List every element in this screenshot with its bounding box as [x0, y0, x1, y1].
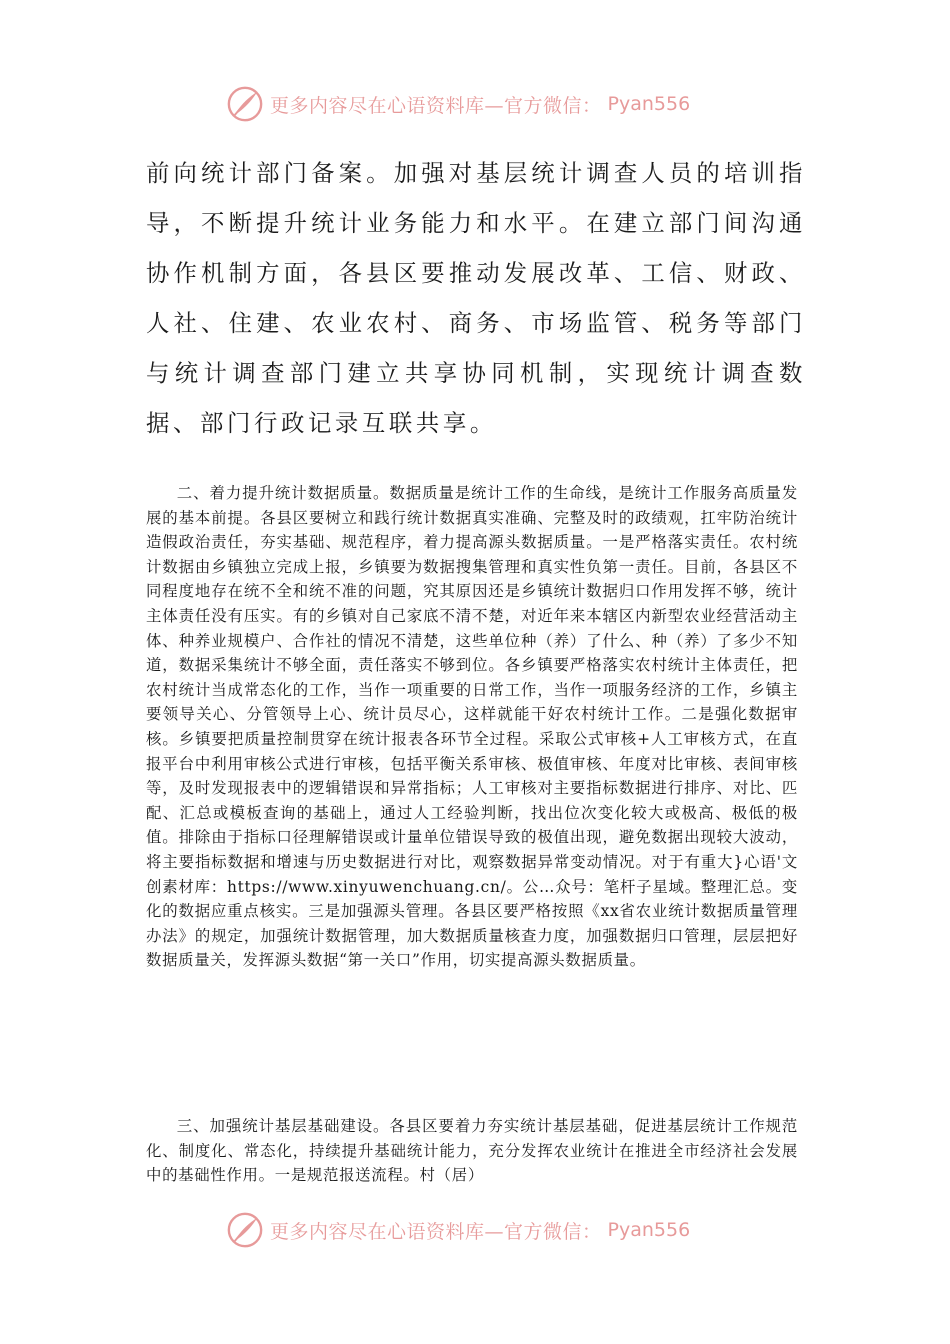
banner-text: 更多内容尽在心语资料库—官方微信： [270, 1220, 602, 1243]
banner-wechat-id: Pyan556 [607, 93, 691, 115]
section-2-paragraph: 二、着力提升统计数据质量。数据质量是统计工作的生命线，是统计工作服务高质量发展的基本前提。各县区要树立和践行统计数据真实准确、完整及时的政绩观，扛牢防治统计造假政治责任，夯实基础、规范程序，着力提高源头数据质量。一是严格落实责任。农村统计数据由乡镇独立完成上报，乡镇要为数据搜集管理和真实性负第一责任。目前，各县区不同程度地存在统不全和统不准的问题，究其原因还是乡镇统计数据归口作用发挥不够，统计主体责任没有压实。有的乡镇对自己家底不清不楚，对近年来本辖区内新型农业经营活动主体、种养业规模户、合作社的情况不清楚，这些单位种（养）了什么、种（养）了多少不知道，数据采集统计不够全面，责任落实不够到位。各乡镇要严格落实农村统计主体责任，把农村统计当成常态化的工作，当作一项重要的日常工作，当作一项服务经济的工作，乡镇主要领导关心、分管领导上心、统计员尽心，这样就能干好农村统计工作。二是强化数据审核。乡镇要把质量控制贯穿在统计报表各环节全过程。采取公式审核+人工审核方式，在直报平台中利用审核公式进行审核，包括平衡关系审核、极值审核、年度对比审核、表间审核等，及时发现报表中的逻辑错误和异常指标；人工审核对主要指标数据进行排序、对比、匹配、汇总或模板查询的基础上，通过人工经验判断，找出位次变化较大或极高、极低的极值。排除由于指标口径理解错误或计量单位错误导致的极值出现，避免数据出现较大波动，将主要指标数据和增速与历史数据进行对比，观察数据异常变动情况。对于有重大}心语'文创素材库：https://www.xinyuwenchuang.cn/。公…众号：笔杆子星域。整理汇总。变化的数据应重点核实。三是加强源头管理。各县区要严格按照《xx省农业统计数据质量管理办法》的规定，加强统计数据管理，加大数据质量核查力度，加强数据归口管理，层层把好数据质量关，发挥源头数据“第一关口”作用，切实提高源头数据质量。 [146, 484, 798, 970]
quill-logo-icon [226, 1211, 264, 1249]
footer-watermark-banner [226, 1210, 690, 1250]
banner-text: 更多内容尽在心语资料库—官方微信： [270, 94, 602, 117]
banner-wechat-id: Pyan556 [607, 1219, 691, 1241]
quill-logo-icon [226, 85, 264, 123]
header-watermark-banner [226, 84, 690, 124]
continuation-paragraph: 前向统计部门备案。加强对基层统计调查人员的培训指导，不断提升统计业务能力和水平。在建立部门间沟通协作机制方面，各县区要推动发展改革、工信、财政、人社、住建、农业农村、商务、市场监管、税务等部门与统计调查部门建立共享协同机制，实现统计调查数据、部门行政记录互联共享。 [146, 159, 806, 437]
section-3-paragraph: 三、加强统计基层基础建设。各县区要着力夯实统计基层基础，促进基层统计工作规范化、制度化、常态化，持续提升基础统计能力，充分发挥农业统计在推进全市经济社会发展中的基础性作用。一是规范报送流程。村（居） [146, 1117, 798, 1185]
